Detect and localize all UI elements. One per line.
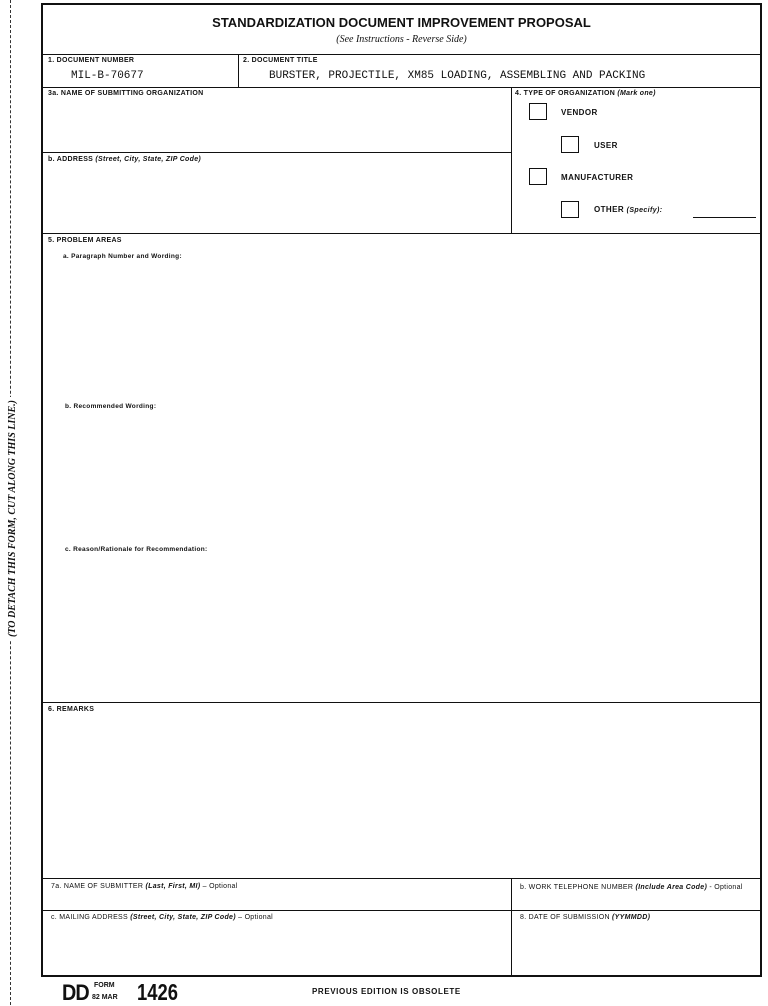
user-option-label: USER [594, 141, 618, 150]
cut-instruction: (TO DETACH THIS FORM, CUT ALONG THIS LINE.) [7, 397, 18, 640]
divider [43, 54, 760, 55]
submission-date-label-hint: (YYMMDD) [612, 914, 651, 921]
address-label-hint: (Street, City, State, ZIP Code) [95, 156, 202, 163]
mailing-address-label-optional: – Optional [238, 914, 274, 921]
manufacturer-checkbox[interactable] [529, 168, 547, 185]
address-label [48, 156, 201, 163]
other-option-label [594, 205, 663, 214]
address-label-text: b. ADDRESS [48, 156, 94, 163]
manufacturer-option-label: MANUFACTURER [561, 173, 634, 182]
work-phone-label-text: b. WORK TELEPHONE NUMBER [520, 884, 634, 891]
improvement-proposal-form [41, 3, 762, 977]
form-dd-mark: DD [62, 980, 89, 1005]
form-subtitle: (See Instructions - Reverse Side) [336, 34, 467, 45]
org-type-label [515, 90, 656, 97]
recommended-wording-label: b. Recommended Wording: [65, 403, 157, 410]
other-option-hint: (Specify): [626, 207, 663, 214]
mailing-address-field[interactable] [45, 925, 507, 973]
submitting-org-field[interactable] [45, 101, 507, 149]
document-title-field[interactable]: BURSTER, PROJECTILE, XM85 LOADING, ASSEMBLING AND PACKING [269, 70, 646, 82]
vendor-checkbox[interactable] [529, 103, 547, 120]
submitter-name-label-text: 7a. NAME OF SUBMITTER [51, 883, 144, 890]
work-phone-label-optional: - Optional [709, 884, 743, 891]
remarks-label: 6. REMARKS [48, 706, 95, 713]
submission-date-field[interactable] [515, 925, 758, 973]
divider [43, 152, 511, 153]
other-option-text: OTHER [594, 205, 624, 214]
paragraph-wording-label: a. Paragraph Number and Wording: [63, 253, 182, 260]
document-number-label: 1. DOCUMENT NUMBER [48, 57, 135, 64]
remarks-field[interactable] [45, 717, 758, 875]
submitter-name-label-optional: – Optional [202, 883, 238, 890]
document-number-field[interactable]: MIL-B-70677 [71, 70, 144, 82]
problem-areas-label: 5. PROBLEM AREAS [48, 237, 122, 244]
org-type-label-hint: (Mark one) [617, 90, 656, 97]
submitter-name-label [51, 883, 238, 890]
reason-rationale-field[interactable] [45, 556, 758, 699]
mailing-address-label [51, 914, 273, 921]
divider [43, 87, 760, 88]
submission-date-label [520, 914, 650, 921]
divider [43, 702, 760, 703]
vendor-option-label: VENDOR [561, 108, 598, 117]
work-phone-label [520, 883, 758, 893]
reason-rationale-label: c. Reason/Rationale for Recommendation: [65, 546, 208, 553]
obsolete-notice: PREVIOUS EDITION IS OBSOLETE [312, 987, 461, 996]
submitter-name-field[interactable] [45, 894, 507, 908]
divider [43, 910, 760, 911]
divider [238, 54, 239, 87]
form-title: STANDARDIZATION DOCUMENT IMPROVEMENT PROPOSAL [212, 15, 591, 30]
submitting-org-label: 3a. NAME OF SUBMITTING ORGANIZATION [48, 90, 204, 97]
other-specify-field[interactable] [693, 217, 756, 218]
recommended-wording-field[interactable] [45, 413, 758, 543]
mailing-address-label-hint: (Street, City, State, ZIP Code) [130, 914, 236, 921]
divider [511, 878, 512, 975]
document-title-label: 2. DOCUMENT TITLE [243, 57, 318, 64]
work-phone-label-hint: (Include Area Code) [635, 884, 708, 891]
submitter-name-label-hint: (Last, First, MI) [145, 883, 201, 890]
other-checkbox[interactable] [561, 201, 579, 218]
paragraph-wording-field[interactable] [45, 263, 758, 398]
submission-date-label-text: 8. DATE OF SUBMISSION [520, 914, 610, 921]
form-word: FORM [94, 982, 115, 989]
address-field[interactable] [45, 167, 507, 229]
form-number: 1426 [137, 979, 178, 1005]
divider [43, 233, 760, 234]
divider [511, 87, 512, 233]
org-type-label-text: 4. TYPE OF ORGANIZATION [515, 90, 616, 97]
mailing-address-label-text: c. MAILING ADDRESS [51, 914, 128, 921]
divider [43, 878, 760, 879]
form-edition: 82 MAR [92, 994, 118, 1001]
user-checkbox[interactable] [561, 136, 579, 153]
